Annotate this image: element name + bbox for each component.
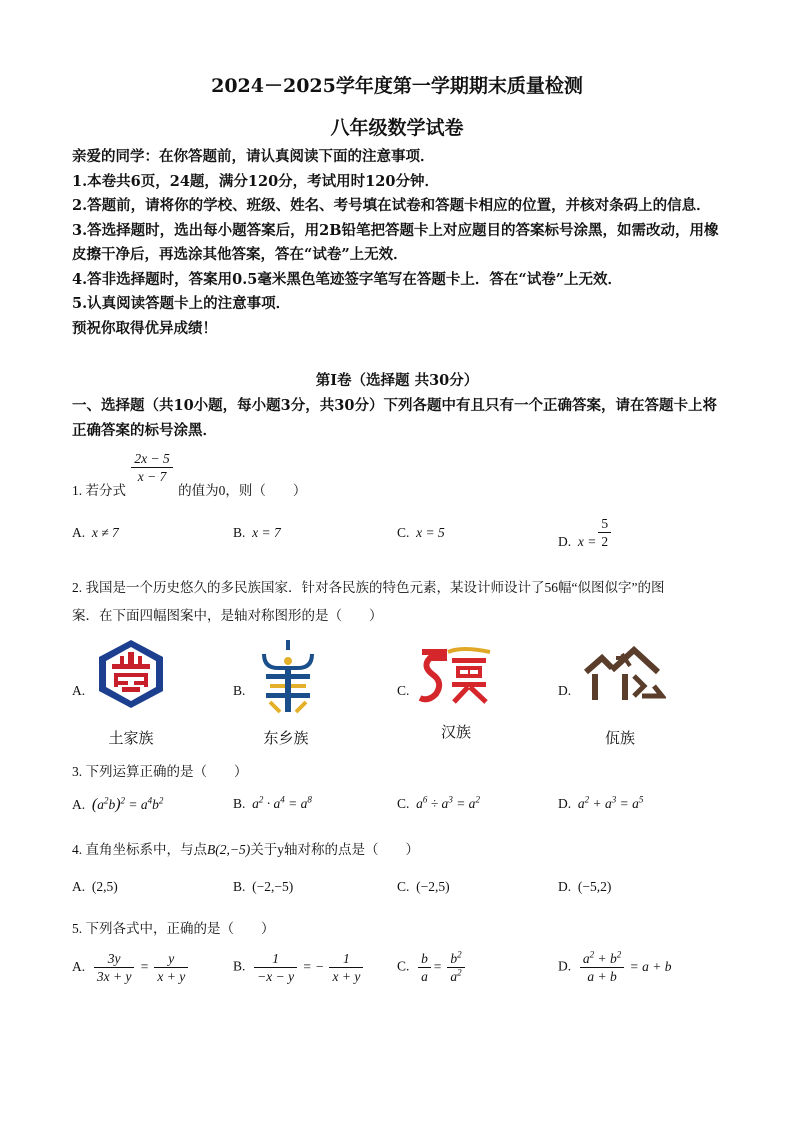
q1-frac-num: 2x − 5: [131, 450, 172, 468]
q1-option-a[interactable]: [72, 525, 119, 541]
q5-option-c[interactable]: [397, 950, 467, 985]
notice-line: 3.答选择题时，选出每小题答案后，用2B铅笔把答题卡上对应题目的答案标号涂黑，如需改动，用橡皮擦干净后，再选涂其他答案，答在“试卷”上无效．: [72, 221, 719, 263]
option-letter: B.: [233, 525, 246, 540]
option-letter: D.: [558, 958, 572, 974]
q3-option-c[interactable]: [397, 796, 480, 812]
q5-option-d[interactable]: [558, 950, 671, 985]
q1-b-text: x = 7: [252, 525, 281, 540]
exam-title: 2024－2025学年度第一学期期末质量检测: [211, 75, 583, 97]
q4-option-c[interactable]: [397, 879, 450, 895]
notice-line: 2.答题前，请将你的学校、班级、姓名、考号填在试卷和答题卡相应的位置，并核对条码上的信息．: [72, 197, 711, 214]
option-letter: B.: [233, 958, 246, 974]
q2-letter-d: D.: [558, 683, 572, 698]
q1-d-fraction: [598, 515, 611, 550]
dongxiang-logo[interactable]: [256, 640, 320, 716]
notice-line: 5.认真阅读答题卡上的注意事项．: [72, 295, 291, 312]
q3-b-expr: $a^2 \cdot a^4 = a^8$: [252, 794, 312, 811]
option-letter: D.: [558, 796, 572, 811]
q1-option-d[interactable]: [558, 515, 613, 550]
option-letter: A.: [72, 525, 86, 540]
q5-c-expr: $\frac{b}{a}$ = $\frac{b^2}{a^2}$: [416, 959, 467, 974]
question-1: [72, 450, 307, 498]
option-letter: C.: [397, 525, 410, 540]
q1-d-num: 5: [598, 515, 611, 533]
q1-option-c[interactable]: [397, 525, 445, 541]
q3-option-d[interactable]: [558, 796, 643, 812]
q3-option-b[interactable]: [233, 796, 312, 812]
q4-c-text: (−2,5): [416, 879, 450, 894]
question-5: 5. 下列各式中，正确的是（ ）: [72, 921, 275, 936]
han-logo[interactable]: [418, 646, 492, 706]
q4-option-d[interactable]: [558, 879, 611, 895]
q1-suffix: 的值为0，则（ ）: [178, 482, 307, 498]
notice-line: 4.答非选择题时，答案用0.5毫米黑色笔迹签字笔写在答题卡上．答在“试卷”上无效．: [72, 270, 623, 288]
q2-label-han: 汉族: [440, 724, 471, 741]
q4-prefix: 4. 直角坐标系中，与点: [72, 842, 207, 857]
q1-frac-den: x − 7: [137, 469, 167, 484]
q1-d-prefix: x =: [577, 533, 597, 549]
option-letter: C.: [397, 796, 410, 811]
q2-label-tujia: 土家族: [108, 730, 154, 747]
q5-a-expr: $\frac{3y}{3x + y}$ = $\frac{y}{x + y}$: [92, 959, 190, 974]
q2-letter-b: B.: [233, 683, 246, 698]
q5-d-expr: $\frac{a^2 + b^2}{a + b}$ = a + b: [578, 959, 672, 974]
notice-line: 预祝你取得优异成绩！: [72, 319, 217, 337]
section-instruction: 一、选择题（共10小题，每小题3分，共30分）下列各题中有且只有一个正确答案，请在答题卡上将正确答案的标号涂黑．: [72, 397, 717, 439]
q4-point: B(2,−5): [207, 842, 251, 857]
q4-a-text: (2,5): [91, 879, 118, 894]
notice-line: 1.本卷共6页，24题，满分120分，考试用时120分钟．: [72, 172, 439, 190]
q5-option-b[interactable]: [233, 950, 365, 985]
q3-d-expr: $a^2 + a^3 = a^5$: [577, 794, 644, 811]
q5-option-a[interactable]: [72, 950, 190, 985]
question-4: [72, 838, 419, 858]
option-letter: C.: [397, 958, 410, 974]
q2-letter-c: C.: [397, 683, 410, 698]
q5-b-expr: $\frac{1}{-x - y}$ = − $\frac{1}{x + y}$: [252, 959, 365, 974]
exam-subtitle: 八年级数学试卷: [330, 117, 464, 139]
q1-d-den: 2: [601, 534, 609, 549]
section-title: 第Ⅰ卷（选择题 共30分）: [315, 372, 479, 389]
q1-prefix: 1. 若分式: [72, 482, 126, 498]
option-letter: B.: [233, 879, 246, 894]
option-letter: C.: [397, 879, 410, 894]
q2-label-wa: 佤族: [604, 730, 635, 747]
q3-option-a[interactable]: [72, 796, 163, 814]
q4-b-text: (−2,−5): [252, 879, 294, 894]
q2-label-dongxiang: 东乡族: [263, 730, 309, 747]
q3-a-expr: $(a^2b)^2 = a^4b^2$: [91, 795, 164, 813]
option-letter: A.: [72, 879, 86, 894]
q1-c-text: x = 5: [416, 525, 445, 540]
q2-line2: 案．在下面四幅图案中，是轴对称图形的是（ ）: [72, 608, 383, 623]
option-letter: B.: [233, 796, 246, 811]
q1-a-text: x ≠ 7: [91, 525, 119, 540]
option-letter: D.: [558, 533, 572, 549]
tujia-hexagon-logo[interactable]: [96, 638, 166, 710]
wa-logo[interactable]: [582, 646, 666, 704]
q2-line1: 2. 我国是一个历史悠久的多民族国家．针对各民族的特色元素，某设计师设计了56幅“似图似字”的图: [72, 580, 665, 595]
q2-letter-a: A.: [72, 683, 86, 698]
option-letter: D.: [558, 879, 572, 894]
q4-d-text: (−5,2): [577, 879, 612, 894]
option-letter: A.: [72, 958, 86, 974]
q4-option-a[interactable]: [72, 879, 118, 895]
q1-option-b[interactable]: [233, 525, 281, 541]
q3-c-expr: $a^6 \div a^3 = a^2$: [416, 794, 480, 811]
q4-option-b[interactable]: [233, 879, 293, 895]
option-letter: A.: [72, 797, 86, 812]
q4-suffix: 关于y轴对称的点是（ ）: [250, 842, 419, 857]
q1-fraction: [131, 450, 172, 485]
notice-block: [72, 145, 724, 341]
question-2: [72, 574, 664, 630]
question-3: 3. 下列运算正确的是（ ）: [72, 764, 248, 779]
notice-line: 亲爱的同学：在你答题前，请认真阅读下面的注意事项．: [72, 148, 435, 165]
